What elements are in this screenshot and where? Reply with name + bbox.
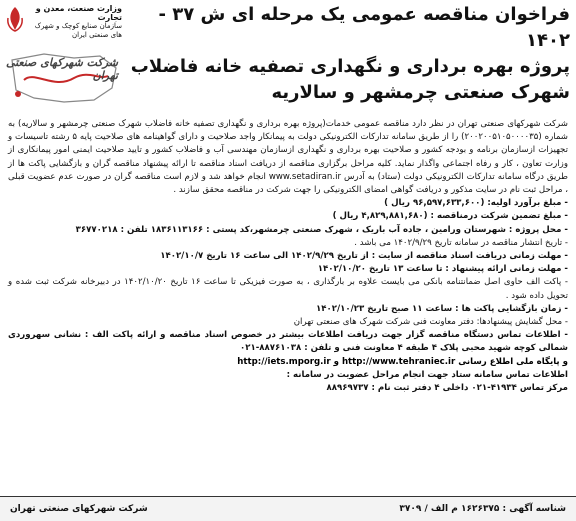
ad-id: شناسه آگهی : ۱۶۲۶۳۷۵ م الف / ۳۷۰۹ — [399, 504, 566, 514]
intro-paragraph: شرکت شهرکهای صنعتی تهران در نظر دارد مناقصه عمومی خدمات(پروژه بهره برداری و نگهداری تصفیه خانه فاضلاب شهرک صنعتی چرمشهر و سالاریه) به شماره (۲۰۰۲۰۰۵۱۰۵۰۰۰۰۳۵) را از طریق سامانه تدارکات الکترونیکی دولت به پیمانکار واجد صلاحیت و دارای گواهینامه های صلاحیت پایه ۵ رشته تاسیسات و تجهیزات ازسازمان برنامه و بودجه کشور و صلاحیت بهره برداری و نگهداری ازسازمان مهندسی آب و فاضلاب کشور و تایید صلاحیت ایمنی امور پیمانکاری از وزارت تعاون ، کار و رفاه اجتماعی واگذار نماید. کلیه مراحل برگزاری مناقصه از دریافت اسناد مناقصه تا ارائه پیشنهاد مناقصه گران و بازگشایی پاکت ها از طریق درگاه سامانه تدارکات الکترونیکی دولت (ستاد) به آدرس www.setadiran.ir انجام خواهد شد و لازم است مناقصه گران در صورت عدم عضویت قبلی ، مراحل ثبت نام در سایت مذکور و دریافت گواهی امضای الکترونیکی را جهت شرکت در مناقصه محقق سازند . — [8, 119, 569, 196]
document-deadline-line: - مهلت زمانی دریافت اسناد مناقصه از سایت : از تاریخ ۱۴۰۲/۹/۲۹ الی ساعت ۱۶ تاریخ ۱۴۰۲/۱۰/۷ — [160, 251, 568, 262]
budget-line: - مبلغ برآورد اولیه: (۹۶,۵۹۷,۶۳۳,۶۰۰ ریال ) — [384, 198, 568, 209]
headline-block — [130, 2, 570, 106]
headline-project: پروژه بهره برداری و نگهداری تصفیه خانه فاضلاب — [130, 56, 570, 77]
headline-tender: فراخوان مناقصه عمومی یک مرحله ای ش ۳۷ - ۱۴۰۲ — [158, 4, 570, 51]
setad-phone-line: مرکز تماس ۴۱۹۳۴-۰۲۱ داخلی ۴ دفتر ثبت نام : ۸۸۹۶۹۷۳۷ — [326, 383, 568, 394]
company-logo-text: شرکت شهرکهای صنعتی تهران — [5, 56, 118, 82]
setad-info-line: اطلاعات تماس سامانه ستاد جهت انجام مراحل عضویت در سامانه : — [286, 369, 568, 380]
notice-body — [0, 118, 576, 494]
bid-deadline-line: - مهلت زمانی ارائه پیشنهاد : تا ساعت ۱۳ تاریخ ۱۴۰۲/۱۰/۲۰ — [317, 264, 568, 275]
notice-header — [0, 0, 576, 118]
company-logo — [4, 50, 122, 106]
opening-place-line: - محل گشایش پیشنهادها: دفتر معاونت فنی شرکت شهرک های صنعتی تهران — [293, 317, 568, 328]
guarantee-line: - مبلغ تضمین شرکت درمناقصه : (۴,۸۲۹,۸۸۱,۶۸۰ ریال ) — [332, 211, 568, 222]
contact-line: - اطلاعات تماس دستگاه مناقصه گزار جهت دریافت اطلاعات بیشتر در خصوص اسناد مناقصه و ارائه پاکت الف : نشانی سهروردی شمالی کوچه شهید محبی پلاک ۴ طبقه ۴ معاونت فنی و تلفن : ۸۸۷۶۱۰۳۸-۰۲۱ — [8, 330, 568, 354]
footer-company: شرکت شهرکهای صنعتی تهران — [10, 504, 148, 514]
headline-location: شهرک صنعتی چرمشهر و سالاریه — [271, 82, 570, 103]
websites-line[interactable]: و پایگاه ملی اطلاع رسانی http://www.tehraniec.ir و http://iets.mporg.ir — [237, 356, 568, 367]
publish-date-line: - تاریخ انتشار مناقصه در سامانه تاریخ ۱۴۰۲/۹/۲۹ می باشد . — [354, 237, 568, 248]
ministry-subtitle: سازمان صنایع کوچک و شهرک های صنعتی ایران — [34, 22, 122, 39]
envelope-line: - پاکت الف حاوی اصل ضمانتنامه بانکی می بایست علاوه بر بارگذاری ، به صورت فیزیکی تا ساعت ۱۶ تاریخ ۱۴۰۲/۱۰/۲۰ در دبیرخانه شرکت ثبت شده و تحویل داده شود . — [8, 277, 568, 301]
location-line: - محل پروژه : شهرستان ورامین ، جاده آب باریک ، شهرک صنعتی چرمشهر،کد پستی : ۱۸۳۶۱۱۳۱۶۶ تلفن : ۳۶۷۷۰۲۱۸ — [75, 224, 568, 235]
ministry-text — [34, 4, 122, 40]
ministry-block — [4, 4, 122, 44]
opening-time-line: - زمان بازگشایی پاکت ها : ساعت ۱۱ صبح تاریخ ۱۴۰۲/۱۰/۲۳ — [315, 303, 568, 314]
iran-emblem-icon — [4, 4, 26, 34]
ministry-name: وزارت صنعت، معدن و تجارت — [35, 4, 122, 22]
logo-area — [4, 4, 122, 112]
notice-footer — [0, 496, 576, 521]
